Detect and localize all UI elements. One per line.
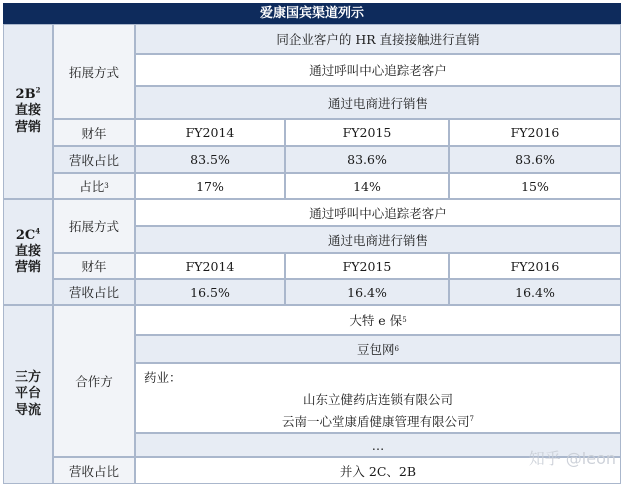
revenue-share-label-2c: 营收占比 [53,279,135,305]
share-label-text: 占比 [79,179,105,194]
section-2b-main: 2B [15,87,36,103]
pharma-intro: 药业： [144,370,182,385]
section-label-third-party [3,305,53,484]
year-2b-3: FY2016 [449,119,621,146]
revenue-share-label-2b: 营收占比 [53,146,135,173]
year-2c-3: FY2016 [449,253,621,279]
pharma-partner-1: 山东立健药店连锁有限公司 [302,392,453,407]
section-third-line1: 三方 [14,370,41,386]
method-2b-1: 同企业客户的 HR 直接接触进行直销 [135,24,621,54]
section-2c-line2: 直接 [14,243,41,259]
share-2b-2: 14% [285,173,449,199]
partner-date-insurance: 大特 e 保 5 [135,305,621,335]
share-2b-3: 15% [449,173,621,199]
section-2b-line2: 直接 [14,103,41,119]
method-2b-3: 通过电商进行销售 [135,86,621,119]
section-2c-footnote: 4 [35,226,41,236]
revenue-share-label-third: 营收占比 [53,457,135,484]
partner-ellipsis: … [135,433,621,457]
pharma-partner-2-row [144,412,612,430]
revenue-2c-2: 16.4% [285,279,449,305]
section-label-2c [3,199,53,305]
share-2b-1: 17% [135,173,285,199]
partner-2-text: 豆包网 [357,342,395,357]
section-2b-line3: 营销 [14,119,41,135]
year-2b-2: FY2015 [285,119,449,146]
table-title: 爱康国宾渠道列示 [3,3,621,24]
section-2c-main: 2C [15,227,36,243]
pharma-partner-2: 云南一心堂康盾健康管理有限公司 [282,414,470,429]
channel-table [3,3,621,484]
revenue-third: 并入 2C、2B [135,457,621,484]
section-third-line2: 平台 [14,386,41,402]
method-2c-1: 通过呼叫中心追踪老客户 [135,199,621,226]
year-2b-1: FY2014 [135,119,285,146]
year-2c-1: FY2014 [135,253,285,279]
revenue-2c-1: 16.5% [135,279,285,305]
fiscal-year-label-2c: 财年 [53,253,135,279]
share-label-2b: 占比 3 [53,173,135,199]
section-2b-footnote: 2 [35,85,41,95]
pharma-partner-2-footnote: 7 [469,414,474,423]
partner-doubao: 豆包网 6 [135,335,621,363]
watermark: 知乎 @leon [528,449,616,468]
fiscal-year-label-2b: 财年 [53,119,135,146]
section-third-line3: 导流 [14,402,41,418]
revenue-2b-2: 83.6% [285,146,449,173]
section-label-2b [3,24,53,199]
pharma-partners [135,363,621,433]
partner-label: 合作方 [53,305,135,457]
partner-1-text: 大特 e 保 [349,313,403,328]
revenue-2b-1: 83.5% [135,146,285,173]
method-2c-2: 通过电商进行销售 [135,226,621,253]
year-2c-2: FY2015 [285,253,449,279]
method-2b-2: 通过呼叫中心追踪老客户 [135,54,621,86]
revenue-2b-3: 83.6% [449,146,621,173]
section-2c-line3: 营销 [14,260,41,276]
expand-method-label-2b: 拓展方式 [53,24,135,119]
expand-method-label-2c: 拓展方式 [53,199,135,253]
revenue-2c-3: 16.4% [449,279,621,305]
